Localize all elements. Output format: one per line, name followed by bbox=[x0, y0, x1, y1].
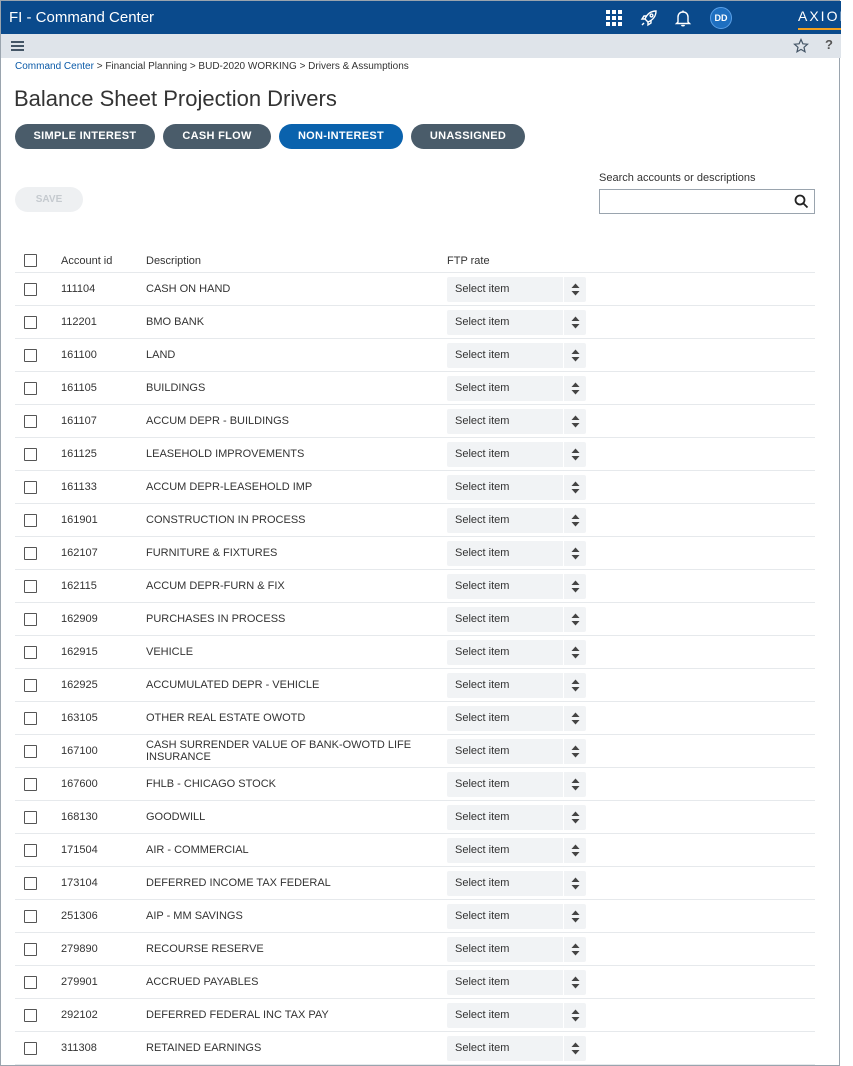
row-checkbox[interactable] bbox=[24, 646, 37, 659]
breadcrumb-link-command-center[interactable]: Command Center bbox=[15, 61, 94, 72]
account-id-cell: 171504 bbox=[61, 844, 98, 856]
description-cell: ACCRUED PAYABLES bbox=[146, 976, 259, 988]
ftp-rate-select-value: Select item bbox=[455, 481, 510, 493]
description-cell: CASH ON HAND bbox=[146, 283, 231, 295]
table-row bbox=[15, 537, 815, 570]
ftp-rate-select-value: Select item bbox=[455, 1042, 510, 1054]
hamburger-menu-icon[interactable] bbox=[10, 38, 26, 54]
ftp-rate-select[interactable] bbox=[447, 772, 586, 797]
ftp-rate-select[interactable] bbox=[447, 475, 586, 500]
app-title: FI - Command Center bbox=[9, 9, 155, 26]
table-row bbox=[15, 570, 815, 603]
table-row bbox=[15, 801, 815, 834]
ftp-rate-select-value: Select item bbox=[455, 382, 510, 394]
row-checkbox[interactable] bbox=[24, 283, 37, 296]
ftp-rate-select[interactable] bbox=[447, 409, 586, 434]
table-row bbox=[15, 636, 815, 669]
table-row bbox=[15, 702, 815, 735]
row-checkbox[interactable] bbox=[24, 976, 37, 989]
ftp-rate-select[interactable] bbox=[447, 673, 586, 698]
table-row bbox=[15, 900, 815, 933]
account-id-cell: 292102 bbox=[61, 1009, 98, 1021]
sort-arrows-icon[interactable] bbox=[563, 277, 586, 302]
account-id-cell: 279890 bbox=[61, 943, 98, 955]
description-cell: CONSTRUCTION IN PROCESS bbox=[146, 514, 306, 526]
table-row bbox=[15, 735, 815, 768]
tab-simple-interest[interactable]: SIMPLE INTEREST bbox=[15, 124, 155, 149]
row-checkbox[interactable] bbox=[24, 382, 37, 395]
account-id-cell: 162107 bbox=[61, 547, 98, 559]
table-row bbox=[15, 768, 815, 801]
description-cell: PURCHASES IN PROCESS bbox=[146, 613, 286, 625]
description-cell: LAND bbox=[146, 349, 176, 361]
row-checkbox[interactable] bbox=[24, 910, 37, 923]
description-cell: ACCUMULATED DEPR - VEHICLE bbox=[146, 679, 320, 691]
account-id-cell: 162909 bbox=[61, 613, 98, 625]
tab-unassigned[interactable]: UNASSIGNED bbox=[411, 124, 525, 149]
account-id-cell: 112201 bbox=[61, 316, 97, 328]
sort-arrows-icon[interactable] bbox=[563, 343, 586, 368]
ftp-rate-select[interactable] bbox=[447, 838, 586, 863]
table-row bbox=[15, 438, 815, 471]
account-id-cell: 161901 bbox=[61, 514, 98, 526]
ftp-rate-select-value: Select item bbox=[455, 316, 510, 328]
ftp-rate-select[interactable] bbox=[447, 310, 586, 335]
ftp-rate-select-value: Select item bbox=[455, 745, 510, 757]
sort-arrows-icon[interactable] bbox=[563, 871, 586, 896]
row-checkbox[interactable] bbox=[24, 1009, 37, 1022]
account-id-cell: 161133 bbox=[61, 481, 97, 493]
ftp-rate-select[interactable] bbox=[447, 376, 586, 401]
account-id-cell: 279901 bbox=[61, 976, 98, 988]
breadcrumb-trail: > Financial Planning > BUD-2020 WORKING > Drivers & Assumptions bbox=[93, 61, 409, 72]
ftp-rate-select-value: Select item bbox=[455, 877, 510, 889]
tab-cash-flow[interactable]: CASH FLOW bbox=[163, 124, 271, 149]
description-cell: GOODWILL bbox=[146, 811, 206, 823]
ftp-rate-select[interactable] bbox=[447, 706, 586, 731]
row-checkbox[interactable] bbox=[24, 1042, 37, 1055]
ftp-rate-select[interactable] bbox=[447, 871, 586, 896]
column-header-ftp-rate: FTP rate bbox=[447, 255, 490, 267]
ftp-rate-select-value: Select item bbox=[455, 778, 510, 790]
ftp-rate-select[interactable] bbox=[447, 442, 586, 467]
row-checkbox[interactable] bbox=[24, 712, 37, 725]
row-checkbox[interactable] bbox=[24, 877, 37, 890]
row-checkbox[interactable] bbox=[24, 943, 37, 956]
account-id-cell: 251306 bbox=[61, 910, 98, 922]
row-checkbox[interactable] bbox=[24, 415, 37, 428]
ftp-rate-select-value: Select item bbox=[455, 448, 510, 460]
ftp-rate-select[interactable] bbox=[447, 541, 586, 566]
table-row bbox=[15, 834, 815, 867]
column-header-description: Description bbox=[146, 255, 202, 267]
ftp-rate-select-value: Select item bbox=[455, 349, 510, 361]
row-checkbox[interactable] bbox=[24, 547, 37, 560]
table-row bbox=[15, 999, 815, 1032]
sort-arrows-icon[interactable] bbox=[563, 706, 586, 731]
description-cell: AIR - COMMERCIAL bbox=[146, 844, 249, 856]
description-cell: LEASEHOLD IMPROVEMENTS bbox=[146, 448, 305, 460]
row-checkbox[interactable] bbox=[24, 844, 37, 857]
description-cell: RETAINED EARNINGS bbox=[146, 1042, 262, 1054]
row-checkbox[interactable] bbox=[24, 580, 37, 593]
table-row bbox=[15, 933, 815, 966]
sort-arrows-icon[interactable] bbox=[563, 508, 586, 533]
account-id-cell: 163105 bbox=[61, 712, 98, 724]
sort-arrows-icon[interactable] bbox=[563, 805, 586, 830]
account-id-cell: 311308 bbox=[61, 1042, 97, 1054]
rocket-icon[interactable] bbox=[640, 9, 658, 27]
ftp-rate-select[interactable] bbox=[447, 739, 586, 764]
account-id-cell: 162925 bbox=[61, 679, 98, 691]
description-cell: CASH SURRENDER VALUE OF BANK-OWOTD LIFE INSURANCE bbox=[146, 739, 412, 763]
ftp-rate-select-value: Select item bbox=[455, 514, 510, 526]
search-icon[interactable] bbox=[794, 194, 809, 209]
account-id-cell: 173104 bbox=[61, 877, 98, 889]
ftp-rate-select-value: Select item bbox=[455, 283, 510, 295]
row-checkbox[interactable] bbox=[24, 679, 37, 692]
ftp-rate-select-value: Select item bbox=[455, 415, 510, 427]
ftp-rate-select[interactable] bbox=[447, 1036, 586, 1061]
sort-arrows-icon[interactable] bbox=[563, 970, 586, 995]
ftp-rate-select-value: Select item bbox=[455, 679, 510, 691]
account-id-cell: 161107 bbox=[61, 415, 97, 427]
sort-arrows-icon[interactable] bbox=[563, 772, 586, 797]
account-id-cell: 162115 bbox=[61, 580, 97, 592]
sort-arrows-icon[interactable] bbox=[563, 442, 586, 467]
ftp-rate-select-value: Select item bbox=[455, 943, 510, 955]
table-row bbox=[15, 372, 815, 405]
table-row bbox=[15, 966, 815, 999]
sort-arrows-icon[interactable] bbox=[563, 640, 586, 665]
ftp-rate-select[interactable] bbox=[447, 640, 586, 665]
ftp-rate-select-value: Select item bbox=[455, 580, 510, 592]
table-row bbox=[15, 669, 815, 702]
description-cell: BUILDINGS bbox=[146, 382, 206, 394]
account-id-cell: 111104 bbox=[61, 283, 96, 295]
ftp-rate-select-value: Select item bbox=[455, 646, 510, 658]
ftp-rate-select-value: Select item bbox=[455, 844, 510, 856]
sort-arrows-icon[interactable] bbox=[563, 607, 586, 632]
page-title: Balance Sheet Projection Drivers bbox=[14, 86, 337, 111]
ftp-rate-select[interactable] bbox=[447, 805, 586, 830]
sort-arrows-icon[interactable] bbox=[563, 838, 586, 863]
brand-logo: AXIOM bbox=[798, 8, 853, 24]
row-checkbox[interactable] bbox=[24, 745, 37, 758]
description-cell: ACCUM DEPR - BUILDINGS bbox=[146, 415, 290, 427]
account-id-cell: 168130 bbox=[61, 811, 98, 823]
tab-non-interest[interactable]: NON-INTEREST bbox=[279, 124, 403, 149]
ftp-rate-select[interactable] bbox=[447, 937, 586, 962]
row-checkbox[interactable] bbox=[24, 613, 37, 626]
sort-arrows-icon[interactable] bbox=[563, 475, 586, 500]
table-row bbox=[15, 603, 815, 636]
ftp-rate-select[interactable] bbox=[447, 508, 586, 533]
ftp-rate-select[interactable] bbox=[447, 277, 586, 302]
account-id-cell: 161100 bbox=[61, 349, 97, 361]
account-id-cell: 167100 bbox=[61, 745, 98, 757]
sort-arrows-icon[interactable] bbox=[563, 574, 586, 599]
ftp-rate-select[interactable] bbox=[447, 1003, 586, 1028]
sort-arrows-icon[interactable] bbox=[563, 409, 586, 434]
search-input[interactable] bbox=[602, 192, 786, 211]
star-favorite-icon[interactable] bbox=[793, 38, 809, 54]
ftp-rate-select-value: Select item bbox=[455, 811, 510, 823]
ftp-rate-select[interactable] bbox=[447, 574, 586, 599]
description-cell: DEFERRED FEDERAL INC TAX PAY bbox=[146, 1009, 329, 1021]
table-row bbox=[15, 339, 815, 372]
description-cell: FHLB - CHICAGO STOCK bbox=[146, 778, 276, 790]
select-all-checkbox[interactable] bbox=[24, 254, 37, 267]
ftp-rate-select[interactable] bbox=[447, 904, 586, 929]
ftp-rate-select-value: Select item bbox=[455, 1009, 510, 1021]
help-icon[interactable]: ? bbox=[825, 37, 833, 52]
row-checkbox[interactable] bbox=[24, 514, 37, 527]
account-id-cell: 161125 bbox=[61, 448, 97, 460]
sort-arrows-icon[interactable] bbox=[563, 1036, 586, 1061]
sort-arrows-icon[interactable] bbox=[563, 904, 586, 929]
sort-arrows-icon[interactable] bbox=[563, 739, 586, 764]
sort-arrows-icon[interactable] bbox=[563, 1003, 586, 1028]
ftp-rate-select-value: Select item bbox=[455, 910, 510, 922]
search-label: Search accounts or descriptions bbox=[599, 172, 756, 184]
description-cell: BMO BANK bbox=[146, 316, 205, 328]
row-checkbox[interactable] bbox=[24, 448, 37, 461]
description-cell: ACCUM DEPR-FURN & FIX bbox=[146, 580, 285, 592]
table-row bbox=[15, 504, 815, 537]
table-header bbox=[15, 249, 815, 273]
description-cell: OTHER REAL ESTATE OWOTD bbox=[146, 712, 306, 724]
column-header-account-id: Account id bbox=[61, 255, 113, 267]
user-avatar[interactable]: DD bbox=[710, 7, 732, 29]
description-cell: RECOURSE RESERVE bbox=[146, 943, 264, 955]
account-id-cell: 161105 bbox=[61, 382, 97, 394]
sort-arrows-icon[interactable] bbox=[563, 310, 586, 335]
table-body bbox=[15, 273, 815, 1065]
table-row bbox=[15, 306, 815, 339]
table-row bbox=[15, 1032, 815, 1065]
account-id-cell: 167600 bbox=[61, 778, 98, 790]
search-box bbox=[599, 189, 815, 214]
ftp-rate-select[interactable] bbox=[447, 970, 586, 995]
row-checkbox[interactable] bbox=[24, 349, 37, 362]
top-bar bbox=[1, 1, 853, 34]
description-cell: FURNITURE & FIXTURES bbox=[146, 547, 278, 559]
row-checkbox[interactable] bbox=[24, 811, 37, 824]
ftp-rate-select-value: Select item bbox=[455, 712, 510, 724]
brand-accent-bar bbox=[798, 28, 841, 30]
breadcrumb bbox=[15, 61, 409, 72]
ftp-rate-select-value: Select item bbox=[455, 976, 510, 988]
description-cell: AIP - MM SAVINGS bbox=[146, 910, 243, 922]
sort-arrows-icon[interactable] bbox=[563, 376, 586, 401]
sort-arrows-icon[interactable] bbox=[563, 673, 586, 698]
description-cell: ACCUM DEPR-LEASEHOLD IMP bbox=[146, 481, 313, 493]
description-cell: DEFERRED INCOME TAX FEDERAL bbox=[146, 877, 331, 889]
table-row bbox=[15, 405, 815, 438]
ftp-rate-select-value: Select item bbox=[455, 547, 510, 559]
account-id-cell: 162915 bbox=[61, 646, 98, 658]
sort-arrows-icon[interactable] bbox=[563, 541, 586, 566]
ftp-rate-select[interactable] bbox=[447, 343, 586, 368]
secondary-toolbar bbox=[1, 34, 841, 58]
row-checkbox[interactable] bbox=[24, 481, 37, 494]
table-row bbox=[15, 471, 815, 504]
table-row bbox=[15, 867, 815, 900]
row-checkbox[interactable] bbox=[24, 778, 37, 791]
description-cell: VEHICLE bbox=[146, 646, 194, 658]
row-checkbox[interactable] bbox=[24, 316, 37, 329]
sort-arrows-icon[interactable] bbox=[563, 937, 586, 962]
save-button[interactable]: SAVE bbox=[15, 187, 83, 212]
table-row bbox=[15, 273, 815, 306]
ftp-rate-select-value: Select item bbox=[455, 613, 510, 625]
apps-grid-icon[interactable] bbox=[605, 9, 623, 27]
ftp-rate-select[interactable] bbox=[447, 607, 586, 632]
bell-icon[interactable] bbox=[674, 9, 692, 27]
